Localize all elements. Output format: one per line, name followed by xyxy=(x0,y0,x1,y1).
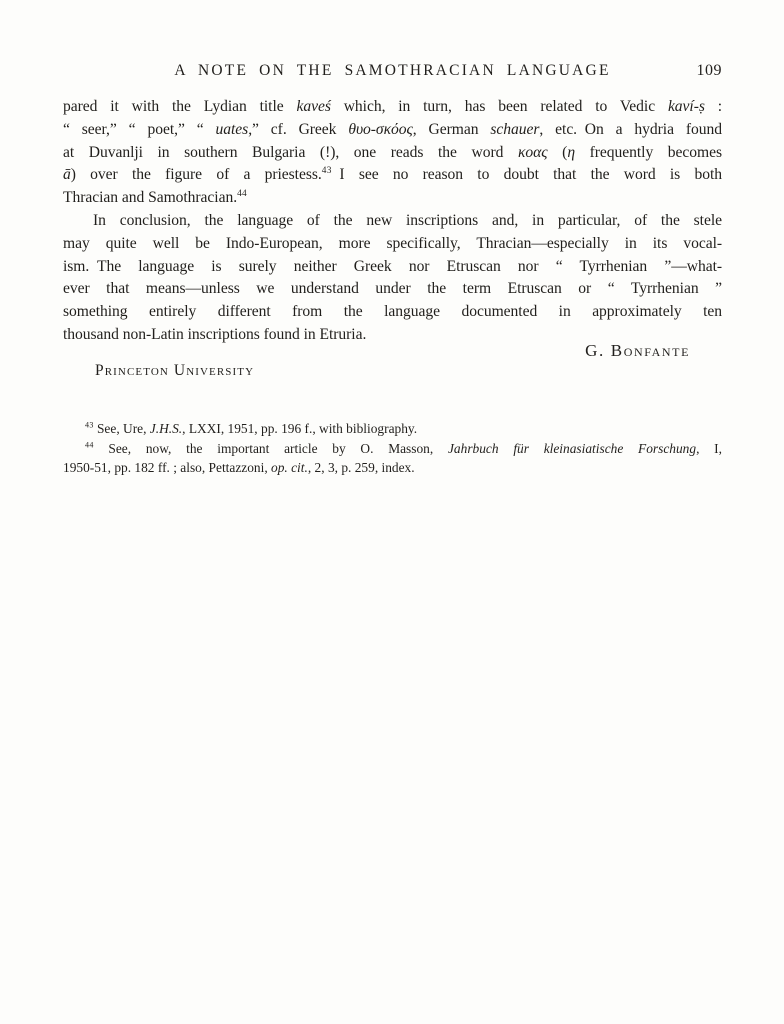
footnote-ref: 43 xyxy=(321,166,332,177)
text-segment: thousand non-Latin inscriptions found in Etruria. xyxy=(63,325,367,343)
text-line xyxy=(63,301,722,324)
text-segment: pared it with the Lydian title xyxy=(63,98,297,115)
text-segment: ism. The language is surely neither Greek nor Etruscan nor “ Tyrrhenian ”—what- xyxy=(63,257,722,275)
text-line xyxy=(63,187,722,210)
text-line xyxy=(63,210,722,233)
affiliation-label: Princeton University xyxy=(95,362,255,379)
text-line xyxy=(63,233,722,256)
text-line xyxy=(63,142,722,165)
text-segment: I see no reason to doubt that the word is both xyxy=(331,166,722,184)
footnote-ref: 44 xyxy=(85,440,94,450)
text-segment: Thracian and Samothracian. xyxy=(63,189,238,207)
page-title: A NOTE ON THE SAMOTHRACIAN LANGUAGE xyxy=(174,62,611,79)
body-text xyxy=(63,96,722,347)
footnote-ref: 44 xyxy=(237,189,248,199)
text-segment: at Duvanlji in southern Bulgaria (!), one reads the word xyxy=(63,143,518,161)
text-segment: θυο-σκόος xyxy=(348,120,413,138)
text-line xyxy=(63,119,722,142)
author-signature xyxy=(63,341,690,361)
text-line xyxy=(63,419,722,439)
text-segment: Jahrbuch für kleinasiatische Forschung xyxy=(447,440,697,456)
text-segment: kaveś xyxy=(296,98,331,115)
text-segment: ) over the figure of a priestess. xyxy=(70,166,322,184)
text-segment: kaví-ṣ xyxy=(667,98,705,115)
text-segment: frequently becomes xyxy=(575,143,722,161)
text-segment: η xyxy=(567,143,576,161)
footnotes xyxy=(63,419,722,478)
text-segment: , German xyxy=(412,120,491,138)
author-affiliation xyxy=(95,362,254,380)
text-segment: 1950-51, pp. 182 ff. ; also, Pettazzoni, xyxy=(63,460,272,476)
text-segment: may quite well be Indo-European, more specifically, Thracian—especially in its vocal- xyxy=(63,234,722,252)
text-segment: schauer xyxy=(490,120,540,138)
text-segment: See, Ure, xyxy=(93,421,150,436)
text-segment: , 2, 3, p. 259, index. xyxy=(307,460,415,476)
text-segment: “ seer,” “ poet,” “ xyxy=(63,120,216,138)
text-line xyxy=(63,278,722,301)
text-segment: κοας xyxy=(517,143,548,161)
running-head xyxy=(63,62,722,80)
text-line xyxy=(63,96,722,119)
text-segment: See, now, the important article by O. Masson, xyxy=(93,440,448,456)
text-segment: : xyxy=(704,98,722,115)
text-segment: op. cit. xyxy=(271,460,308,476)
text-segment: uates xyxy=(215,120,249,138)
text-segment: which, in turn, has been related to Vedic xyxy=(330,98,668,115)
text-segment: , LXXI, 1951, pp. 196 f., with bibliography. xyxy=(182,421,418,436)
text-segment: ever that means—unless we understand under the term Etruscan or “ Tyrrhenian ” xyxy=(63,280,722,298)
text-segment: , etc. On a hydria found xyxy=(539,120,722,138)
text-segment: ( xyxy=(547,143,568,161)
page-number: 109 xyxy=(696,62,722,79)
text-segment: J.H.S. xyxy=(149,421,183,436)
text-segment: ā xyxy=(63,166,71,184)
text-line xyxy=(63,256,722,279)
author-name: G. Bonfante xyxy=(585,341,690,360)
text-segment: something entirely different from the language documented in approximately ten xyxy=(63,303,722,321)
text-segment: In conclusion, the language of the new inscriptions and, in particular, of the stele xyxy=(93,211,722,229)
footnote-ref: 43 xyxy=(85,420,94,430)
text-segment: ,” cf. Greek xyxy=(248,120,349,138)
text-line xyxy=(63,458,722,478)
text-line xyxy=(63,164,722,187)
text-segment: , I, xyxy=(696,440,722,456)
text-line xyxy=(63,439,722,459)
